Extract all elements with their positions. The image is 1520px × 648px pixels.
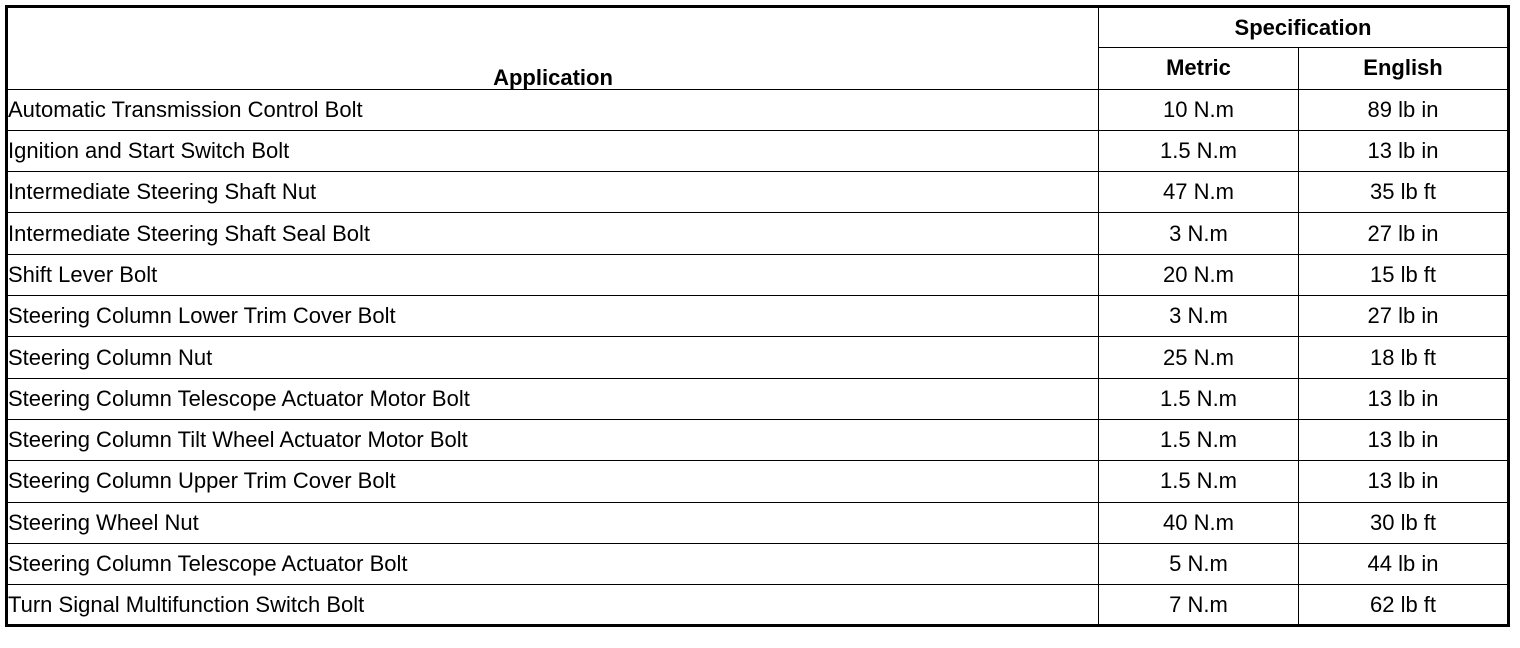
table-row bbox=[7, 130, 1509, 171]
english-cell: 13 lb in bbox=[1299, 419, 1509, 460]
english-cell: 35 lb ft bbox=[1299, 172, 1509, 213]
application-cell: Steering Column Tilt Wheel Actuator Motor Bolt bbox=[7, 419, 1099, 460]
application-cell: Intermediate Steering Shaft Seal Bolt bbox=[7, 213, 1099, 254]
english-cell: 44 lb in bbox=[1299, 543, 1509, 584]
application-cell: Automatic Transmission Control Bolt bbox=[7, 89, 1099, 130]
metric-cell: 3 N.m bbox=[1099, 296, 1299, 337]
metric-header: Metric bbox=[1099, 48, 1299, 89]
english-cell: 27 lb in bbox=[1299, 213, 1509, 254]
metric-cell: 3 N.m bbox=[1099, 213, 1299, 254]
table-row bbox=[7, 585, 1509, 626]
english-cell: 27 lb in bbox=[1299, 296, 1509, 337]
english-cell: 15 lb ft bbox=[1299, 254, 1509, 295]
table-row bbox=[7, 89, 1509, 130]
metric-cell: 7 N.m bbox=[1099, 585, 1299, 626]
application-cell: Steering Column Upper Trim Cover Bolt bbox=[7, 461, 1099, 502]
english-cell: 89 lb in bbox=[1299, 89, 1509, 130]
metric-cell: 47 N.m bbox=[1099, 172, 1299, 213]
table-body bbox=[7, 89, 1509, 626]
torque-spec-table bbox=[5, 5, 1510, 627]
application-cell: Steering Column Telescope Actuator Motor Bolt bbox=[7, 378, 1099, 419]
table-row bbox=[7, 502, 1509, 543]
metric-cell: 10 N.m bbox=[1099, 89, 1299, 130]
specification-header: Specification bbox=[1099, 7, 1509, 48]
table-row bbox=[7, 378, 1509, 419]
english-cell: 30 lb ft bbox=[1299, 502, 1509, 543]
english-header: English bbox=[1299, 48, 1509, 89]
table-row bbox=[7, 254, 1509, 295]
application-cell: Shift Lever Bolt bbox=[7, 254, 1099, 295]
english-cell: 13 lb in bbox=[1299, 378, 1509, 419]
application-cell: Steering Column Nut bbox=[7, 337, 1099, 378]
table-row bbox=[7, 419, 1509, 460]
table-row bbox=[7, 461, 1509, 502]
application-cell: Steering Wheel Nut bbox=[7, 502, 1099, 543]
application-cell: Turn Signal Multifunction Switch Bolt bbox=[7, 585, 1099, 626]
metric-cell: 1.5 N.m bbox=[1099, 130, 1299, 171]
english-cell: 13 lb in bbox=[1299, 130, 1509, 171]
english-cell: 13 lb in bbox=[1299, 461, 1509, 502]
header-row-top bbox=[7, 7, 1509, 48]
table-row bbox=[7, 543, 1509, 584]
table-row bbox=[7, 337, 1509, 378]
table-row bbox=[7, 296, 1509, 337]
table-row bbox=[7, 213, 1509, 254]
application-cell: Intermediate Steering Shaft Nut bbox=[7, 172, 1099, 213]
english-cell: 18 lb ft bbox=[1299, 337, 1509, 378]
application-cell: Steering Column Lower Trim Cover Bolt bbox=[7, 296, 1099, 337]
metric-cell: 5 N.m bbox=[1099, 543, 1299, 584]
metric-cell: 1.5 N.m bbox=[1099, 461, 1299, 502]
metric-cell: 40 N.m bbox=[1099, 502, 1299, 543]
metric-cell: 25 N.m bbox=[1099, 337, 1299, 378]
application-header: Application bbox=[7, 7, 1099, 90]
application-cell: Ignition and Start Switch Bolt bbox=[7, 130, 1099, 171]
application-cell: Steering Column Telescope Actuator Bolt bbox=[7, 543, 1099, 584]
table-row bbox=[7, 172, 1509, 213]
english-cell: 62 lb ft bbox=[1299, 585, 1509, 626]
metric-cell: 1.5 N.m bbox=[1099, 378, 1299, 419]
metric-cell: 1.5 N.m bbox=[1099, 419, 1299, 460]
table-header bbox=[7, 7, 1509, 90]
metric-cell: 20 N.m bbox=[1099, 254, 1299, 295]
